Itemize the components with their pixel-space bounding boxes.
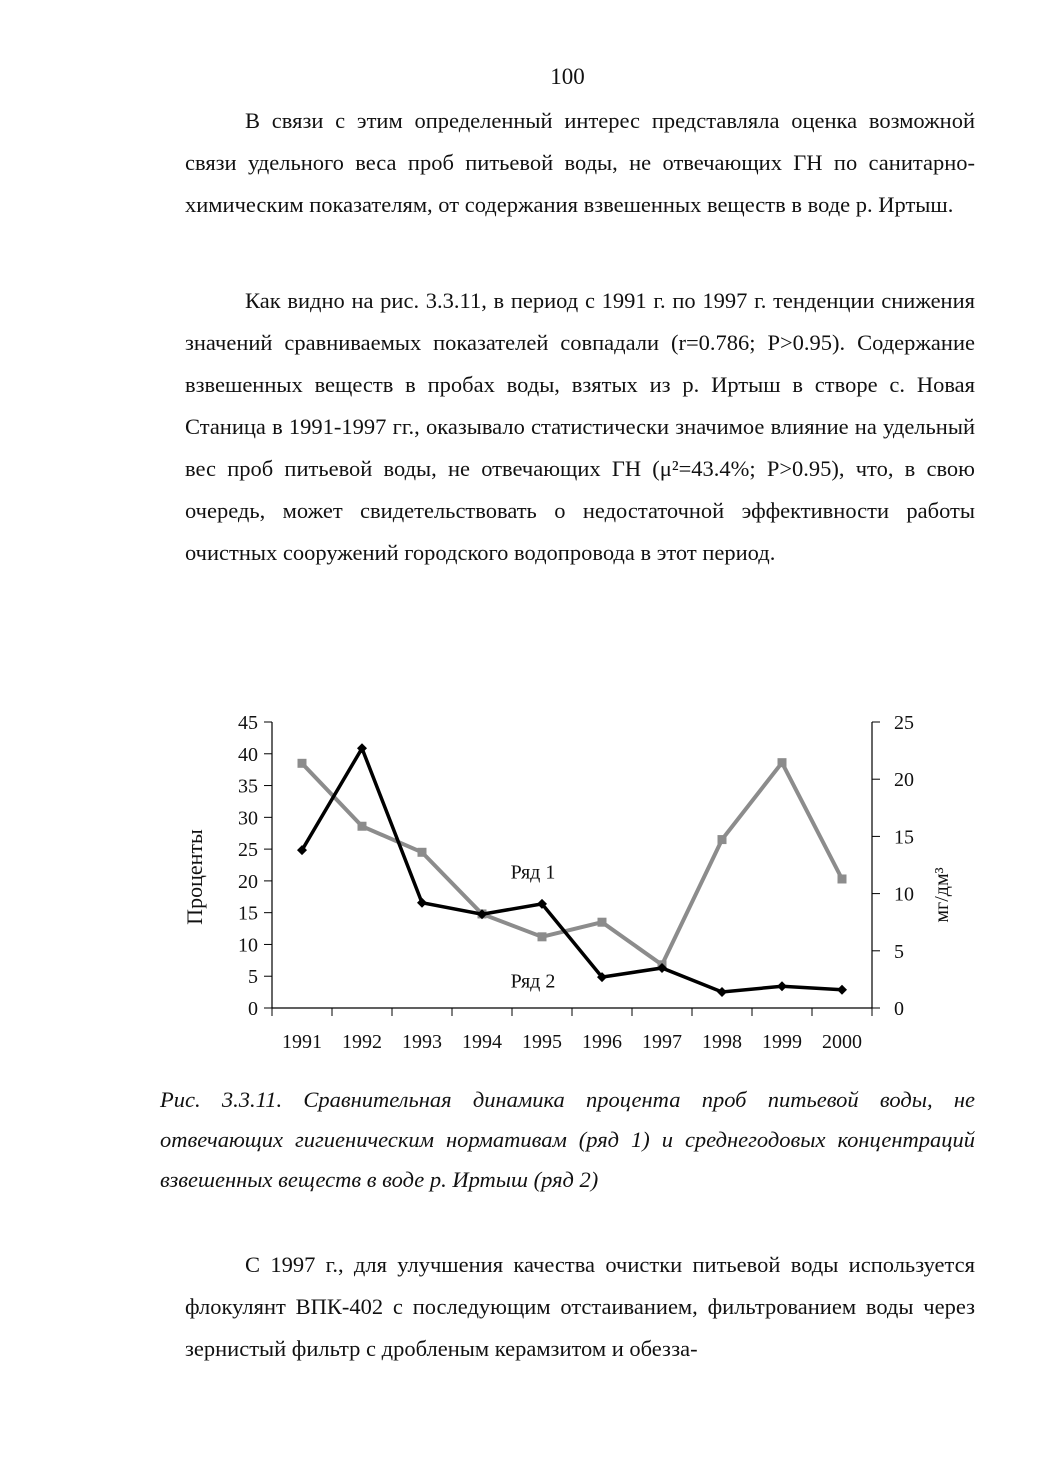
series-1-point — [298, 759, 307, 768]
x-tick-label: 1999 — [762, 1031, 802, 1053]
body-paragraph-2 — [185, 280, 975, 574]
series-2-point — [837, 985, 847, 995]
y2-tick-label: 20 — [894, 769, 914, 792]
y2-tick-label: 0 — [894, 998, 904, 1020]
series-1-point — [598, 918, 607, 927]
y-tick-label: 0 — [248, 998, 258, 1020]
line-chart-svg — [150, 700, 980, 1070]
series-2-point — [777, 981, 787, 991]
series-label-2: Ряд 2 — [510, 970, 556, 993]
series-line-2 — [302, 748, 842, 992]
series-1-point — [538, 932, 547, 941]
x-tick-label: 1997 — [642, 1031, 682, 1053]
y-axis-title: Проценты — [182, 829, 207, 925]
y-tick-label: 20 — [238, 870, 258, 893]
y2-tick-label: 5 — [894, 940, 904, 963]
y-tick-label: 45 — [238, 712, 258, 734]
series-1-point — [418, 848, 427, 857]
y-tick-label: 10 — [238, 934, 258, 957]
x-tick-label: 1995 — [522, 1031, 562, 1053]
y-tick-label: 5 — [248, 966, 258, 989]
x-tick-label: 1996 — [582, 1031, 622, 1053]
series-1-point — [778, 758, 787, 767]
y-tick-label: 25 — [238, 839, 258, 862]
series-2-point — [717, 987, 727, 997]
paragraph-text: В связи с этим определенный интерес представляла оценка возможной связи удельного веса проб питьевой воды, не отвечающих ГН по санитарно-химическим показателям, от содержания взвешенных веществ в воде р. Иртыш. — [185, 108, 975, 217]
paragraph-text: Как видно на рис. 3.3.11, в период с 1991 г. по 1997 г. тенденции снижения значений сравниваемых показателей совпадали (r=0.786; P>0.95). Содержание взвешенных веществ в пробах воды, взятых из р. Иртыш в створе с. Новая Станица в 1991-1997 гг., оказывало статистически значимое влияние на удельный вес проб питьевой воды, не отвечающих ГН (μ²=43.4%; P>0.95), что, в свою очередь, может свидетельствовать о недостаточной эффективности работы очистных сооружений городского водопровода в этот период. — [185, 288, 975, 565]
series-1-point — [718, 835, 727, 844]
x-tick-label: 1994 — [462, 1031, 502, 1053]
series-2-point — [417, 898, 427, 908]
series-1-point — [838, 874, 847, 883]
x-tick-label: 2000 — [822, 1031, 862, 1053]
x-tick-label: 1991 — [282, 1031, 322, 1053]
figure-caption: Рис. 3.3.11. Сравнительная динамика процента проб питьевой воды, не отвечающих гигиеническим нормативам (ряд 1) и среднегодовых концентраций взвешенных веществ в воде р. Иртыш (ряд 2) — [160, 1087, 975, 1192]
x-tick-label: 1993 — [402, 1031, 442, 1053]
y-tick-label: 15 — [238, 902, 258, 925]
y2-tick-label: 10 — [894, 883, 914, 906]
body-paragraph-3 — [185, 1244, 975, 1370]
paragraph-text: С 1997 г., для улучшения качества очистки питьевой воды используется флокулянт ВПК-402 с последующим отстаиванием, фильтрованием воды через зернистый фильтр с дробленым керамзитом и обезза- — [185, 1252, 975, 1361]
y-tick-label: 30 — [238, 807, 258, 830]
series-line-1 — [302, 763, 842, 965]
x-tick-label: 1998 — [702, 1031, 742, 1053]
x-tick-label: 1992 — [342, 1031, 382, 1053]
chart — [150, 700, 980, 1070]
y2-axis-title: мг/дм³ — [931, 867, 953, 923]
body-paragraph-1 — [185, 100, 975, 226]
series-1-point — [358, 822, 367, 831]
page-number: 100 — [550, 64, 585, 89]
y-tick-label: 35 — [238, 775, 258, 798]
series-label-1: Ряд 1 — [510, 861, 556, 884]
y2-tick-label: 15 — [894, 826, 914, 849]
y2-tick-label: 25 — [894, 712, 914, 734]
y-tick-label: 40 — [238, 743, 258, 766]
